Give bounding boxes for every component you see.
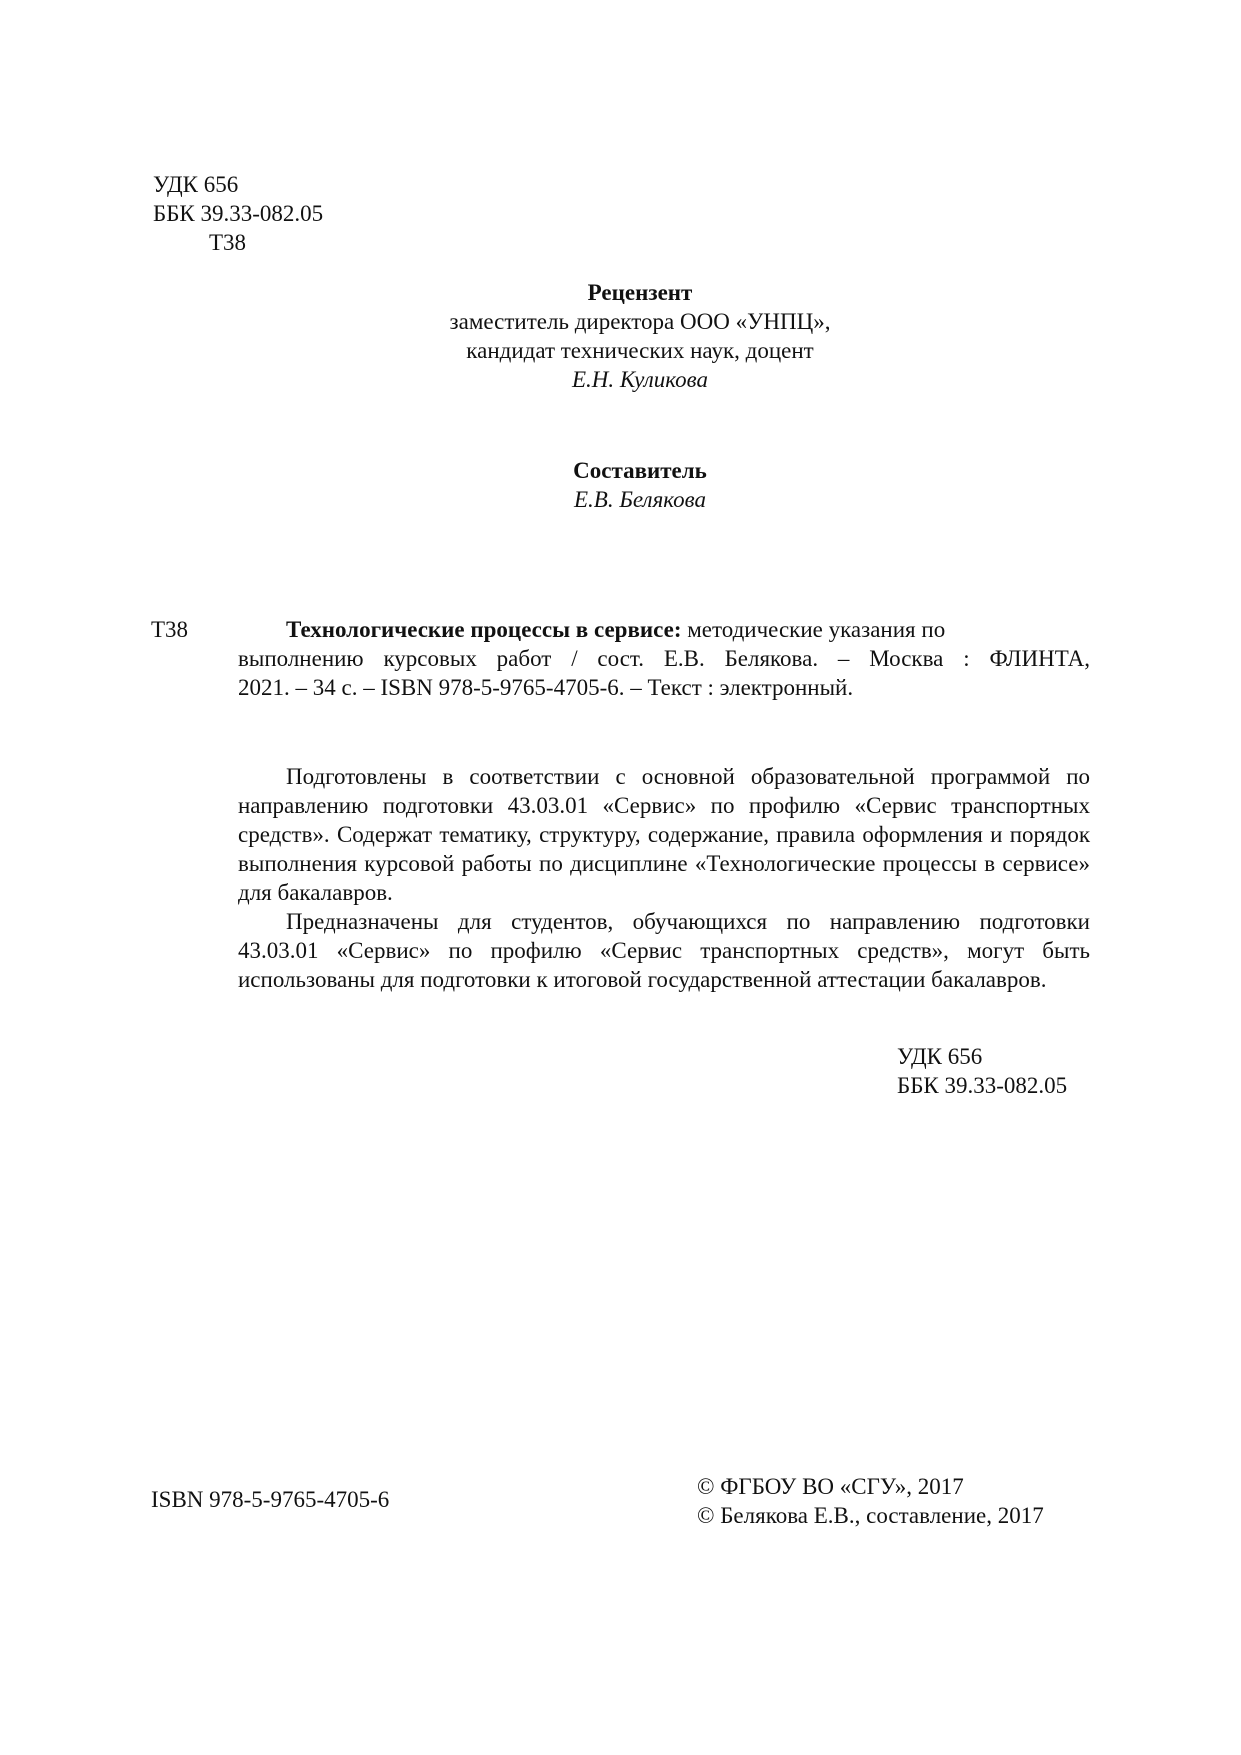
- reviewer-position: заместитель директора ООО «УНПЦ»,: [449, 309, 831, 334]
- copyright-notices: [697, 1472, 1097, 1530]
- copyright-organization: © ФГБОУ ВО «СГУ», 2017: [697, 1474, 964, 1499]
- annotation-paragraph-2: Предназначены для студентов, обучающихся по направлению подготовки 43.03.01 «Сервис» по профилю «Сервис транспортных средств», могут быть использованы для подготовки к итоговой государственной аттестации бакалавров.: [238, 909, 1090, 992]
- classification-codes-bottom: [897, 1042, 1097, 1100]
- reviewer-heading: Рецензент: [587, 280, 693, 305]
- entry-line-1: [238, 615, 1090, 644]
- author-mark: Т38: [209, 230, 247, 255]
- compiler-block: [240, 456, 1040, 514]
- entry-title: Технологические процессы в сервисе:: [286, 617, 682, 642]
- entry-author-mark: Т38: [151, 617, 189, 642]
- bibliographic-entry: [238, 615, 1090, 702]
- reviewer-name: Е.Н. Куликова: [571, 367, 709, 392]
- copyright-author: © Белякова Е.В., составление, 2017: [697, 1503, 1044, 1528]
- udk-code: УДК 656: [153, 172, 239, 197]
- udk-code-bottom: УДК 656: [897, 1044, 983, 1069]
- bbk-code-bottom: ББК 39.33-082.05: [897, 1073, 1068, 1098]
- classification-codes-top: [153, 170, 473, 257]
- entry-line-3: 2021. – 34 с. – ISBN 978-5-9765-4705-6. – Текст : электронный.: [238, 675, 854, 700]
- annotation: [238, 762, 1090, 994]
- entry-line-2: выполнению курсовых работ / сост. Е.В. Белякова. – Москва : ФЛИНТА,: [238, 646, 1090, 671]
- isbn: ISBN 978-5-9765-4705-6: [151, 1487, 390, 1512]
- compiler-name: Е.В. Белякова: [574, 487, 706, 512]
- bbk-code: ББК 39.33-082.05: [153, 201, 324, 226]
- reviewer-degree: кандидат технических наук, доцент: [466, 338, 814, 363]
- compiler-heading: Составитель: [573, 458, 707, 483]
- annotation-paragraph-1: Подготовлены в соответствии с основной образовательной программой по направлению подготовки 43.03.01 «Сервис» по профилю «Сервис транспортных средств». Содержат тематику, структуру, содержание, правила оформления и порядок выполнения курсовой работы по дисциплине «Технологические процессы в сервисе» для бакалавров.: [238, 764, 1090, 905]
- reviewer-block: [240, 278, 1040, 394]
- entry-line-1-rest: методические указания по: [681, 617, 946, 642]
